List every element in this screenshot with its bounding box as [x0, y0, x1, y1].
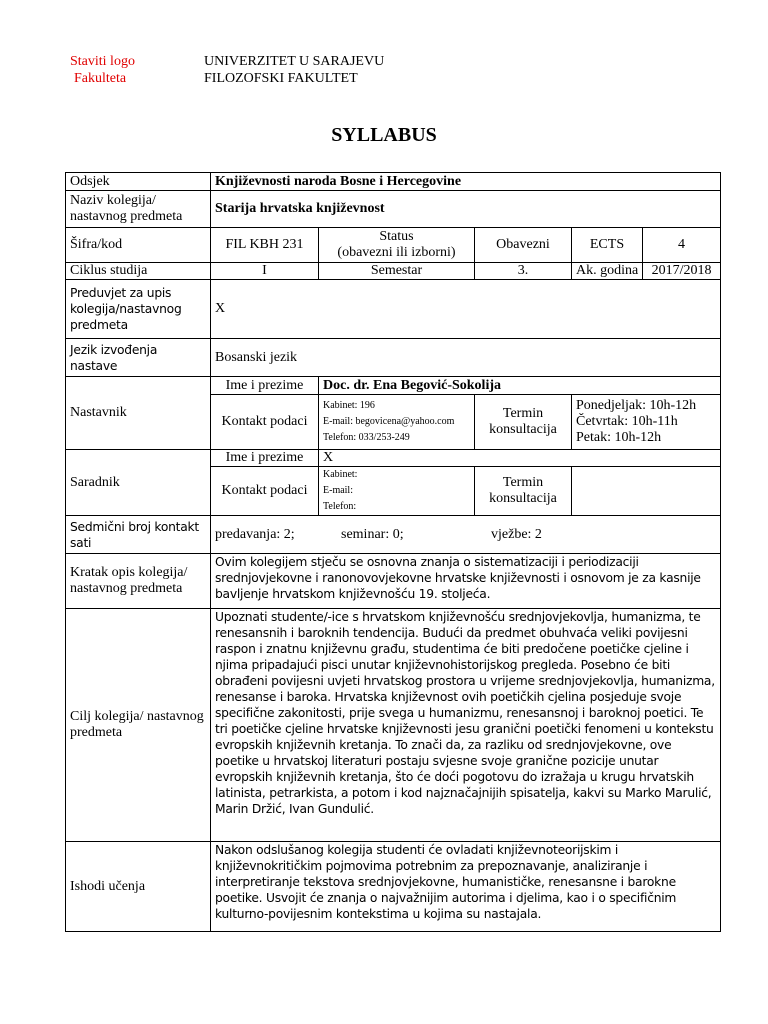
- table-row: [66, 173, 721, 191]
- predavanja-value: predavanja: 2;: [215, 526, 295, 542]
- preduvjet-label: Preduvjet za upis kolegija/nastavnog predmeta: [66, 280, 211, 339]
- nastavnik-kabinet: Kabinet: 196: [323, 400, 375, 411]
- status-label-line1: Status: [379, 229, 414, 244]
- table-row: [66, 228, 721, 263]
- odsjek-value: Književnosti naroda Bosne i Hercegovine: [211, 173, 721, 191]
- logo-placeholder-line1: Staviti logo: [70, 54, 135, 69]
- naziv-label: Naziv kolegija/ nastavnog predmeta: [66, 191, 211, 228]
- semestar-value: 3.: [475, 263, 572, 280]
- saradnik-email: E-mail:: [323, 485, 353, 496]
- jezik-value: Bosanski jezik: [211, 339, 721, 377]
- cilj-label: Cilj kolegija/ nastavnog predmeta: [66, 609, 211, 842]
- ak-godina-label: Ak. godina: [572, 263, 643, 280]
- saradnik-kontakt-value: [319, 467, 475, 516]
- nastavnik-email: E-mail: begovicena@yahoo.com: [323, 416, 455, 427]
- sifra-value: FIL KBH 231: [211, 228, 319, 263]
- seminar-value: seminar: 0;: [341, 526, 404, 542]
- table-row: [66, 339, 721, 377]
- termin-line-2: Četvrtak: 10h-11h: [576, 414, 678, 429]
- preduvjet-value: X: [211, 280, 721, 339]
- ciklus-label: Ciklus studija: [66, 263, 211, 280]
- sifra-label: Šifra/kod: [66, 228, 211, 263]
- status-label: [319, 228, 475, 263]
- jezik-label: Jezik izvođenja nastave: [66, 339, 211, 377]
- table-row: [66, 263, 721, 280]
- faculty-name: FILOZOFSKI FAKULTET: [204, 71, 358, 86]
- saradnik-termin-value: [572, 467, 721, 516]
- table-row: [66, 842, 721, 932]
- saradnik-ime-label: Ime i prezime: [211, 450, 319, 467]
- nastavnik-telefon: Telefon: 033/253-249: [323, 432, 410, 443]
- nastavnik-termin-value: [572, 395, 721, 450]
- opis-value: Ovim kolegijem stječu se osnovna znanja o sistematizaciji i periodizaciji srednjovjekovne i ranonovovjekovne hrvatske književnosti i osnovom je za kasnije bavljenje hrvatskom književnošću 19. stoljeća.: [211, 554, 721, 609]
- nastavnik-ime-label: Ime i prezime: [211, 377, 319, 395]
- syllabus-table: [65, 172, 721, 932]
- university-name: UNIVERZITET U SARAJEVU: [204, 54, 385, 69]
- table-row: [66, 450, 721, 467]
- status-value: Obavezni: [475, 228, 572, 263]
- ishodi-label: Ishodi učenja: [66, 842, 211, 932]
- status-label-line2: (obavezni ili izborni): [337, 245, 456, 260]
- saradnik-termin-label: Termin konsultacija: [475, 467, 572, 516]
- saradnik-kabinet: Kabinet:: [323, 469, 358, 480]
- termin-line-3: Petak: 10h-12h: [576, 430, 662, 445]
- institution-header: [204, 53, 384, 87]
- page-title: SYLLABUS: [331, 124, 437, 146]
- sedmicni-label: Sedmični broj kontakt sati: [66, 516, 211, 554]
- cilj-value: Upoznati studente/-ice s hrvatskom književnošću srednjovjekovlja, humanizma, te renesansnih i baroknih tendencija. Budući da predmet obuhvaća veliki povijesni raspon i znatnu književnu građu, studentima će biti predočene poetičke cjeline i njima pripadajući pisci unutar književnohistorijskog pregleda. Posebno će biti obrađeni povijesni uvjeti hrvatskog prostora u vrijeme srednjovjekovlja, humanizma, renesanse i baroka. Hrvatska književnost ovih poetičkih cjelina posjeduje svoje specifične zakonitosti, prije svega u humanizmu, renesansnoj i baroknoj poetici. Te tri poetičke cjeline hrvatske književnosti jesu granični poetički fenomeni u kontekstu evropskih književnih kretanja. To znači da, za razliku od srednjovjekovne, ove poetike u hrvatskoj literaturi postaju svjesne svoje granične pozicije unutar evropskih književnih kretanja, što će doći pogotovu do izražaja u krugu hrvatskih latinista, petrarkista, a potom i kod najznačajnijih spisatelja, kakvi su Marko Marulić, Marin Držić, Ivan Gundulić.: [211, 609, 721, 842]
- ak-godina-value: 2017/2018: [643, 263, 721, 280]
- table-row: [66, 191, 721, 228]
- odsjek-label: Odsjek: [66, 173, 211, 191]
- nastavnik-label: Nastavnik: [66, 377, 211, 450]
- saradnik-ime-value: X: [319, 450, 721, 467]
- logo-placeholder-line2: Fakulteta: [74, 71, 127, 86]
- nastavnik-kontakt-label: Kontakt podaci: [211, 395, 319, 450]
- table-row: [66, 554, 721, 609]
- table-row: [66, 377, 721, 395]
- nastavnik-kontakt-value: [319, 395, 475, 450]
- opis-label: Kratak opis kolegija/ nastavnog predmeta: [66, 554, 211, 609]
- ciklus-value: I: [211, 263, 319, 280]
- table-row: [66, 609, 721, 842]
- vjezbe-value: vježbe: 2: [491, 526, 542, 542]
- semestar-label: Semestar: [319, 263, 475, 280]
- table-row: [66, 280, 721, 339]
- saradnik-telefon: Telefon:: [323, 501, 357, 512]
- ects-label: ECTS: [572, 228, 643, 263]
- ishodi-value: Nakon odslušanog kolegija studenti će ovladati književnoteorijskim i književnokritičkim pojmovima potrebnim za prepoznavanje, analiziranje i interpretiranje tekstova srednjovjekovne, humanističke, renesansne i barokne poetike. Usvojit će znanja o najvažnijim autorima i djelima, kao i o specifičnim kulturno-povijesnim kontekstima u kojima su nastajala.: [211, 842, 721, 932]
- saradnik-kontakt-label: Kontakt podaci: [211, 467, 319, 516]
- termin-line-1: Ponedjeljak: 10h-12h: [576, 398, 697, 413]
- ects-value: 4: [643, 228, 721, 263]
- sedmicni-value: [211, 516, 721, 554]
- nastavnik-ime-value: Doc. dr. Ena Begović-Sokolija: [319, 377, 721, 395]
- saradnik-label: Saradnik: [66, 450, 211, 516]
- table-row: [66, 516, 721, 554]
- naziv-value: Starija hrvatska književnost: [211, 191, 721, 228]
- logo-placeholder: [70, 53, 135, 87]
- nastavnik-termin-label: Termin konsultacija: [475, 395, 572, 450]
